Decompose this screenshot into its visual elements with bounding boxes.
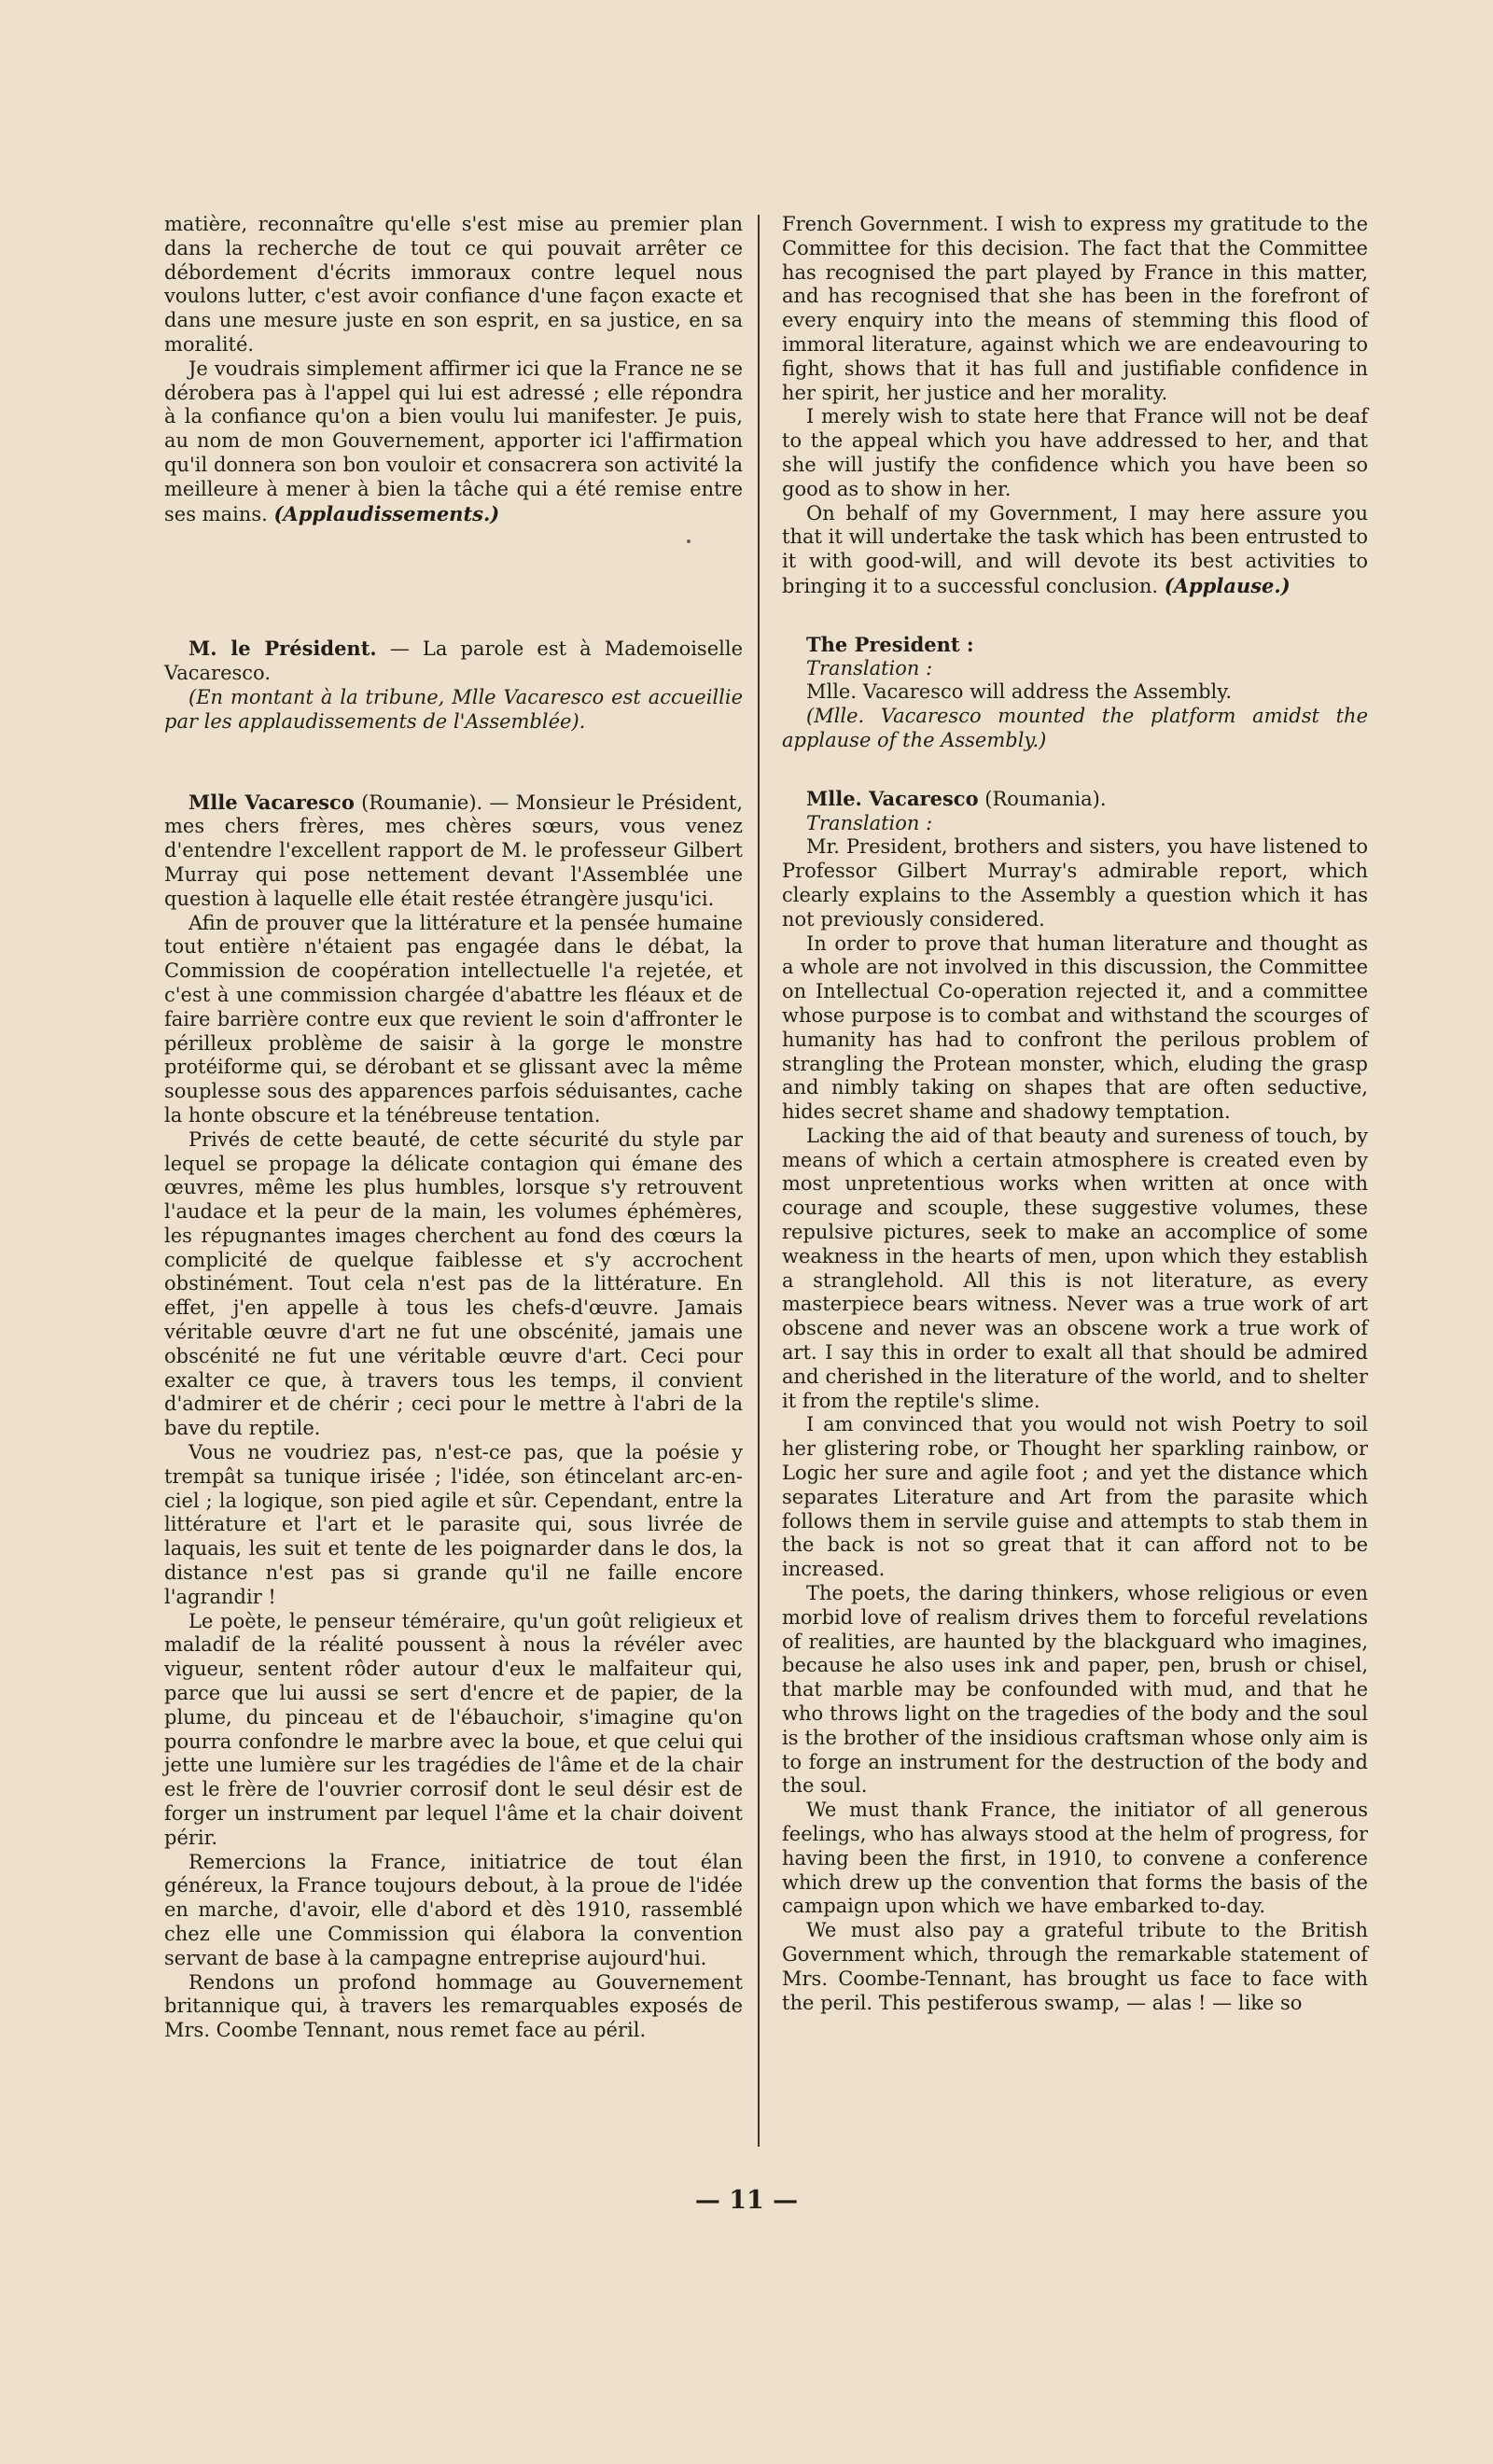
french-speech-paragraph: Privés de cette beauté, de cette sécurité du style par lequel se propage la délicate contagion qui émane des œuvres, même les plus humbles, lorsque s'y retrouvent l'audace et la peur de la main, les volumes éphémères, les répugnantes images cherchent au fond des cœurs la complicité de quelque faiblesse et s'y accrochent obstinément. Tout cela n'est pas de la littérature. En effet, j'en appelle à tous les chefs-d'œuvre. Jamais véritable œuvre d'art ne fut une obscénité, jamais une obscénité ne fut une véritable œuvre d'art. Ceci pour exalter ce que, à travers tous les temps, il convient d'admirer et de chérir ; ceci pour le mettre à l'abri de la bave du reptile.: [164, 1127, 743, 1440]
english-intro-paragraph: French Government. I wish to express my gratitude to the Committee for this decision. The fact that the Committee has recognised the part played by France in this matter, and has recognised that she has been in the forefront of every enquiry into the means of stemming this flood of immoral literature, against which we are endeavouring to fight, shows that it has full and justifiable confidence in her spirit, her justice and her morality.: [782, 213, 1368, 404]
column-divider: [758, 215, 760, 2147]
english-government-text: On behalf of my Government, I may here assure you that it will undertake the task which has been entrusted to it with good-will, and will devote its best activities to bringing it to a successful conclusion.: [782, 501, 1368, 597]
english-applause: (Applause.): [1164, 573, 1291, 597]
english-translation-label: Translation :: [806, 656, 933, 679]
french-speech-start: Monsieur le Président, mes chers frères, mes chères sœurs, vous venez d'entendre l'excellent rapport de M. le professeur Gilbert Murray qui pose nettement devant l'Assemblée une question à laquelle elle était restée étrangère jusqu'ici.: [164, 791, 744, 910]
french-intro-block: [164, 213, 743, 526]
english-speech-paragraph: In order to prove that human literature and thought as a whole are not involved in this discussion, the Committee on Intellectual Co-operation rejected it, and a committee whose purpose is to combat and withstand the scourges of humanity has had to confront the perilous problem of strangling the Protean monster, which, eluding the grasp and nimbly taking on shapes that are often seductive, hides secret shame and shadowy temptation.: [782, 931, 1368, 1124]
english-stage-direction: (Mlle. Vacaresco mounted the platform amidst the applause of the Assembly.): [782, 705, 1368, 751]
english-intro-block: [782, 213, 1368, 599]
english-speech-paragraph: I am convinced that you would not wish Poetry to soil her glistering robe, or Thought her sparkling rainbow, or Logic her sure and agile foot ; and yet the distance which separates Literature and Art from the parasite which follows them in servile guise and attempts to stab them in the back is not so great that it can afford not to be increased.: [782, 1413, 1368, 1581]
french-government-paragraph: [164, 357, 743, 527]
french-president-paragraph: [164, 637, 743, 686]
english-column: [782, 213, 1368, 2015]
french-speech-paragraph: Remercions la France, initiatrice de tout élan généreux, la France toujours debout, à la proue de l'idée en marche, d'avoir, elle d'abord et dès 1910, rassemblé chez elle une Commission qui élabora la convention servant de base à la campagne entreprise aujourd'hui.: [164, 1850, 743, 1969]
english-president-block: [782, 633, 1368, 753]
separator: [164, 526, 743, 637]
english-speaker-country: (Roumania).: [978, 787, 1107, 810]
stray-dot: [687, 539, 691, 543]
english-president-speaker: The President :: [806, 632, 974, 656]
english-speaker-line: [782, 787, 1368, 812]
french-column: [164, 213, 743, 2043]
english-speaker-name: Mlle. Vacaresco: [806, 786, 979, 810]
french-president-text: — La parole est à Mademoiselle Vacaresco.: [164, 637, 743, 685]
english-paragraph: I merely wish to state here that France will not be deaf to the appeal which you have addressed to her, and that she will justify the confidence which you have been so good as to show in her.: [782, 405, 1368, 500]
french-speech-paragraph: Afin de prouver que la littérature et la pensée humaine tout entière n'étaient pas engagée dans le débat, la Commission de coopération intellectuelle l'a rejetée, et c'est à une commission chargée d'abattre les fléaux et de faire barrière contre eux que revient le soin d'affronter le périlleux problème de saisir à la gorge le monstre protéiforme qui, se dérobant et se glissant avec la même souplesse sous des apparences parfois séduisantes, cache la honte obscure et la ténébreuse tentation.: [164, 911, 743, 1127]
french-speech-paragraph: Vous ne voudriez pas, n'est-ce pas, que la poésie y trempât sa tunique irisée ; l'idée, son étincelant arc-en-ciel ; la logique, son pied agile et sûr. Cependant, entre la littérature et l'art et le parasite qui, sous livrée de laquais, les suit et tente de les poignarder dans le dos, la distance n'est pas si grande qu'il ne faille encore l'agrandir !: [164, 1441, 743, 1608]
french-applause: (Applaudissements.): [273, 501, 500, 525]
french-speech-paragraph: Le poète, le penseur téméraire, qu'un goût religieux et maladif de la réalité poussent à nous la révéler avec vigueur, sentent rôder autour d'eux le malfaiteur qui, parce que lui aussi se sert d'encre et de papier, de la plume, du pinceau et de l'ébauchoir, s'imagine qu'on pourra confondre le marbre avec la boue, et que celui qui jette une lumière sur les tragédies de l'âme et de la chair est le frère de l'ouvrier corrosif dont le seul désir est de forger un instrument par lequel l'âme et la chair doivent périr.: [164, 1609, 743, 1849]
french-government-text: Je voudrais simplement affirmer ici que la France ne se dérobera pas à l'appel qui lui est adressé ; elle répondra à la confiance qu'on a bien voulu lui manifester. Je puis, au nom de mon Gouvernement, apporter ici l'affirmation qu'il donnera son bon vouloir et consacrera son activité la meilleure à mener à bien la tâche qui a été remise entre ses mains.: [164, 357, 743, 525]
separator: [782, 753, 1368, 787]
english-speech-paragraph: We must also pay a grateful tribute to the British Government which, through the remarkable statement of Mrs. Coombe-Tennant, has brought us face to face with the peril. This pestiferous swamp, — alas ! — like so: [782, 1919, 1368, 2014]
french-speaker-country: (Roumanie). —: [354, 791, 516, 814]
english-speech-paragraph: The poets, the daring thinkers, whose religious or even morbid love of realism drives them to forceful revelations of realities, are haunted by the blackguard who imagines, because he also uses ink and paper, pen, brush or chisel, that marble may be confounded with mud, and that he who throws light on the tragedies of the body and the soul is the brother of the insidious craftsman whose only aim is to forge an instrument for the destruction of the body and the soul.: [782, 1582, 1368, 1798]
french-president-block: [164, 637, 743, 734]
french-president-speaker: M. le Président.: [188, 637, 377, 661]
english-speech-paragraph: We must thank France, the initiator of all generous feelings, who has always stood at the helm of progress, for having been the first, in 1910, to convene a conference which drew up the convention that forms the basis of the campaign upon which we have embarked to-day.: [782, 1799, 1368, 1918]
english-translation-label: Translation :: [806, 811, 933, 834]
english-speech-paragraph: Lacking the aid of that beauty and sureness of touch, by means of which a certain atmosphere is created even by most unpretentious works when written at once with courage and scouple, these suggestive volumes, these repulsive pictures, seek to make an accomplice of some weakness in the hearts of men, upon which they establish a stranglehold. All this is not literature, as every masterpiece bears witness. Never was a true work of art obscene and never was an obscene work a true work of art. I say this in order to exalt all that should be admired and cherished in the literature of the world, and to shelter it from the reptile's slime.: [782, 1124, 1368, 1412]
separator: [782, 599, 1368, 633]
english-president-text: Mlle. Vacaresco will address the Assembly.: [806, 680, 1233, 704]
separator: [164, 735, 743, 791]
french-stage-direction: (En montant à la tribune, Mlle Vacaresco est accueillie par les applaudissements de l'Assemblée).: [164, 685, 743, 733]
page-number: — 11 —: [694, 2186, 799, 2215]
english-speech-paragraph: Mr. President, brothers and sisters, you have listened to Professor Gilbert Murray's admirable report, which clearly explains to the Assembly a question which it has not previously considered.: [782, 835, 1368, 931]
english-government-paragraph: [782, 502, 1368, 599]
french-speech-block: [164, 791, 743, 2043]
english-speech-block: [782, 787, 1368, 2016]
french-speech-opening: [164, 791, 743, 912]
french-speaker-name: Mlle Vacaresco: [188, 790, 355, 814]
french-speech-paragraph: Rendons un profond hommage au Gouvernement britannique qui, à travers les remarquables exposés de Mrs. Coombe Tennant, nous remet face au péril.: [164, 1970, 743, 2042]
french-intro-paragraph: matière, reconnaître qu'elle s'est mise au premier plan dans la recherche de tout ce qui pouvait arrêter ce débordement d'écrits immoraux contre lequel nous voulons lutter, c'est avoir confiance d'une façon exacte et dans une mesure juste en son esprit, en sa justice, en sa moralité.: [164, 213, 743, 356]
